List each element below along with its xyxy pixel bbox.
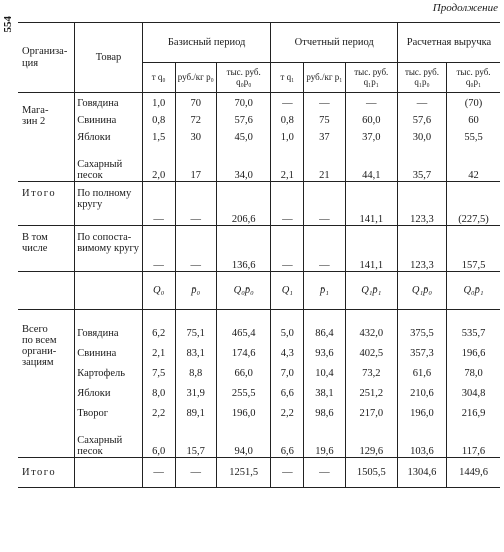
total-row <box>18 182 500 226</box>
subheader: Q₀ <box>142 272 175 310</box>
value-cell: 60 <box>447 110 500 127</box>
header-base-period: Базисный период <box>142 23 271 63</box>
value-cell: 37,0 <box>345 127 397 144</box>
table-row <box>18 127 500 144</box>
value-cell: 37 <box>304 127 345 144</box>
value-cell: — <box>397 93 446 110</box>
value-cell: 0,8 <box>271 110 304 127</box>
value-cell: 196,0 <box>397 400 446 420</box>
header-report-period: Отчетный период <box>271 23 397 63</box>
value-cell: 75,1 <box>175 310 216 340</box>
value-cell: — <box>304 93 345 110</box>
value-cell: 2,1 <box>142 340 175 360</box>
subheader: p̄₀ <box>175 272 216 310</box>
table-row <box>18 340 500 360</box>
value-cell: — <box>175 458 216 488</box>
total-row <box>18 458 500 488</box>
value-cell: 255,5 <box>216 380 271 400</box>
value-cell: — <box>304 458 345 488</box>
subheader: Q₁ <box>271 272 304 310</box>
subheader: т q₁ <box>271 63 304 93</box>
value-cell: — <box>304 182 345 226</box>
value-cell: 2,2 <box>142 400 175 420</box>
table-row <box>18 144 500 182</box>
value-cell: 19,6 <box>304 420 345 458</box>
value-cell: 103,6 <box>397 420 446 458</box>
org-cell: Итого <box>22 188 57 199</box>
value-cell: 304,8 <box>447 380 500 400</box>
value-cell: 83,1 <box>175 340 216 360</box>
value-cell: 60,0 <box>345 110 397 127</box>
subheader: руб./кг p₁ <box>304 63 345 93</box>
value-cell: — <box>142 458 175 488</box>
value-cell: 141,1 <box>345 182 397 226</box>
value-cell: 465,4 <box>216 310 271 340</box>
value-cell: 1505,5 <box>345 458 397 488</box>
value-cell: — <box>142 182 175 226</box>
value-cell: 70 <box>175 93 216 110</box>
value-cell: — <box>271 93 304 110</box>
value-cell: — <box>271 226 304 272</box>
goods-cell: Творог <box>75 400 143 420</box>
value-cell: 78,0 <box>447 360 500 380</box>
header-calc-revenue: Расчетная выручка <box>397 23 500 63</box>
value-cell: 61,6 <box>397 360 446 380</box>
value-cell: — <box>345 93 397 110</box>
value-cell: — <box>271 182 304 226</box>
value-cell: 206,6 <box>216 182 271 226</box>
value-cell: 2,2 <box>271 400 304 420</box>
value-cell: — <box>271 458 304 488</box>
value-cell: 1,5 <box>142 127 175 144</box>
value-cell: 123,3 <box>397 182 446 226</box>
value-cell: — <box>175 182 216 226</box>
subheader: тыс. руб. q₁p₁ <box>345 63 397 93</box>
goods-cell: Яблоки <box>75 127 143 144</box>
goods-cell: Свинина <box>75 340 143 360</box>
continuation-label: Продолжение <box>432 2 498 14</box>
value-cell: 6,0 <box>142 420 175 458</box>
value-cell: 31,9 <box>175 380 216 400</box>
table-row <box>18 310 500 340</box>
value-cell: 251,2 <box>345 380 397 400</box>
value-cell: 21 <box>304 144 345 182</box>
table-row <box>18 93 500 110</box>
goods-cell: Картофель <box>75 360 143 380</box>
value-cell: 7,0 <box>271 360 304 380</box>
value-cell: — <box>175 226 216 272</box>
value-cell: 5,0 <box>271 310 304 340</box>
value-cell: 45,0 <box>216 127 271 144</box>
goods-cell: Говядина <box>75 93 143 110</box>
value-cell: 1,0 <box>271 127 304 144</box>
value-cell: 1304,6 <box>397 458 446 488</box>
value-cell: (70) <box>447 93 500 110</box>
value-cell: 174,6 <box>216 340 271 360</box>
value-cell: — <box>304 226 345 272</box>
value-cell: 8,0 <box>142 380 175 400</box>
value-cell: 4,3 <box>271 340 304 360</box>
value-cell: 17 <box>175 144 216 182</box>
value-cell: — <box>142 226 175 272</box>
header-goods: Товар <box>75 23 143 93</box>
value-cell: 6,2 <box>142 310 175 340</box>
value-cell: 72 <box>175 110 216 127</box>
goods-cell: Говядина <box>75 310 143 340</box>
value-cell: 129,6 <box>345 420 397 458</box>
value-cell: 210,6 <box>397 380 446 400</box>
goods-cell: Сахарный песок <box>75 144 143 182</box>
value-cell: 75 <box>304 110 345 127</box>
value-cell: 1251,5 <box>216 458 271 488</box>
value-cell: 98,6 <box>304 400 345 420</box>
value-cell: 217,0 <box>345 400 397 420</box>
subheader: тыс. руб. q₀p₁ <box>447 63 500 93</box>
goods-cell: Яблоки <box>75 380 143 400</box>
value-cell: 93,6 <box>304 340 345 360</box>
table-row <box>18 380 500 400</box>
value-cell: 402,5 <box>345 340 397 360</box>
empty-cell <box>75 272 143 310</box>
total-row <box>18 226 500 272</box>
value-cell: 35,7 <box>397 144 446 182</box>
value-cell: 7,5 <box>142 360 175 380</box>
page-number: 554 <box>2 16 14 33</box>
subheader: тыс. руб. q₀p₀ <box>216 63 271 93</box>
value-cell: 117,6 <box>447 420 500 458</box>
value-cell: 10,4 <box>304 360 345 380</box>
value-cell: 1449,6 <box>447 458 500 488</box>
value-cell: 196,6 <box>447 340 500 360</box>
value-cell: 535,7 <box>447 310 500 340</box>
value-cell: 44,1 <box>345 144 397 182</box>
value-cell: 94,0 <box>216 420 271 458</box>
org-cell: Всего по всем органи- зациям <box>22 324 57 369</box>
value-cell: 136,6 <box>216 226 271 272</box>
value-cell: 432,0 <box>345 310 397 340</box>
value-cell: 57,6 <box>397 110 446 127</box>
header-organization: Организа- ция <box>18 23 75 93</box>
subheader: p̄₁ <box>304 272 345 310</box>
value-cell: 55,5 <box>447 127 500 144</box>
value-cell: 42 <box>447 144 500 182</box>
data-table <box>18 22 500 488</box>
goods-cell: Свинина <box>75 110 143 127</box>
table-row <box>18 110 500 127</box>
subheader-row <box>18 272 500 310</box>
goods-cell: По полному кругу <box>75 182 143 226</box>
value-cell: 66,0 <box>216 360 271 380</box>
value-cell: 70,0 <box>216 93 271 110</box>
value-cell: 38,1 <box>304 380 345 400</box>
value-cell: 141,1 <box>345 226 397 272</box>
empty-cell <box>18 272 75 310</box>
value-cell: 6,6 <box>271 420 304 458</box>
subheader: Q₀p̄₀ <box>216 272 271 310</box>
value-cell: 357,3 <box>397 340 446 360</box>
value-cell: 6,6 <box>271 380 304 400</box>
value-cell: 8,8 <box>175 360 216 380</box>
subheader: Q₁p̄₀ <box>397 272 446 310</box>
subheader: Q₁p̄₁ <box>345 272 397 310</box>
value-cell: 86,4 <box>304 310 345 340</box>
value-cell: 73,2 <box>345 360 397 380</box>
value-cell: 2,1 <box>271 144 304 182</box>
value-cell: 375,5 <box>397 310 446 340</box>
value-cell: 123,3 <box>397 226 446 272</box>
org-cell: В том числе <box>22 232 48 255</box>
subheader: тыс. руб. q₁p₀ <box>397 63 446 93</box>
subheader: руб./кг p₀ <box>175 63 216 93</box>
value-cell: (227,5) <box>447 182 500 226</box>
value-cell: 57,6 <box>216 110 271 127</box>
goods-cell: По сопоста- вимому кругу <box>75 226 143 272</box>
org-cell: Мага- зин 2 <box>22 105 49 128</box>
value-cell: 0,8 <box>142 110 175 127</box>
goods-cell: Сахарный песок <box>75 420 143 458</box>
value-cell: 30,0 <box>397 127 446 144</box>
value-cell: 2,0 <box>142 144 175 182</box>
org-cell: Итого <box>22 466 57 478</box>
value-cell: 1,0 <box>142 93 175 110</box>
value-cell: 30 <box>175 127 216 144</box>
table-row <box>18 420 500 458</box>
value-cell: 157,5 <box>447 226 500 272</box>
value-cell: 89,1 <box>175 400 216 420</box>
table-row <box>18 360 500 380</box>
subheader: Q₀p̄₁ <box>447 272 500 310</box>
table-row <box>18 400 500 420</box>
subheader: т q₀ <box>142 63 175 93</box>
value-cell: 196,0 <box>216 400 271 420</box>
value-cell: 216,9 <box>447 400 500 420</box>
value-cell: 34,0 <box>216 144 271 182</box>
value-cell: 15,7 <box>175 420 216 458</box>
goods-cell <box>75 458 143 488</box>
